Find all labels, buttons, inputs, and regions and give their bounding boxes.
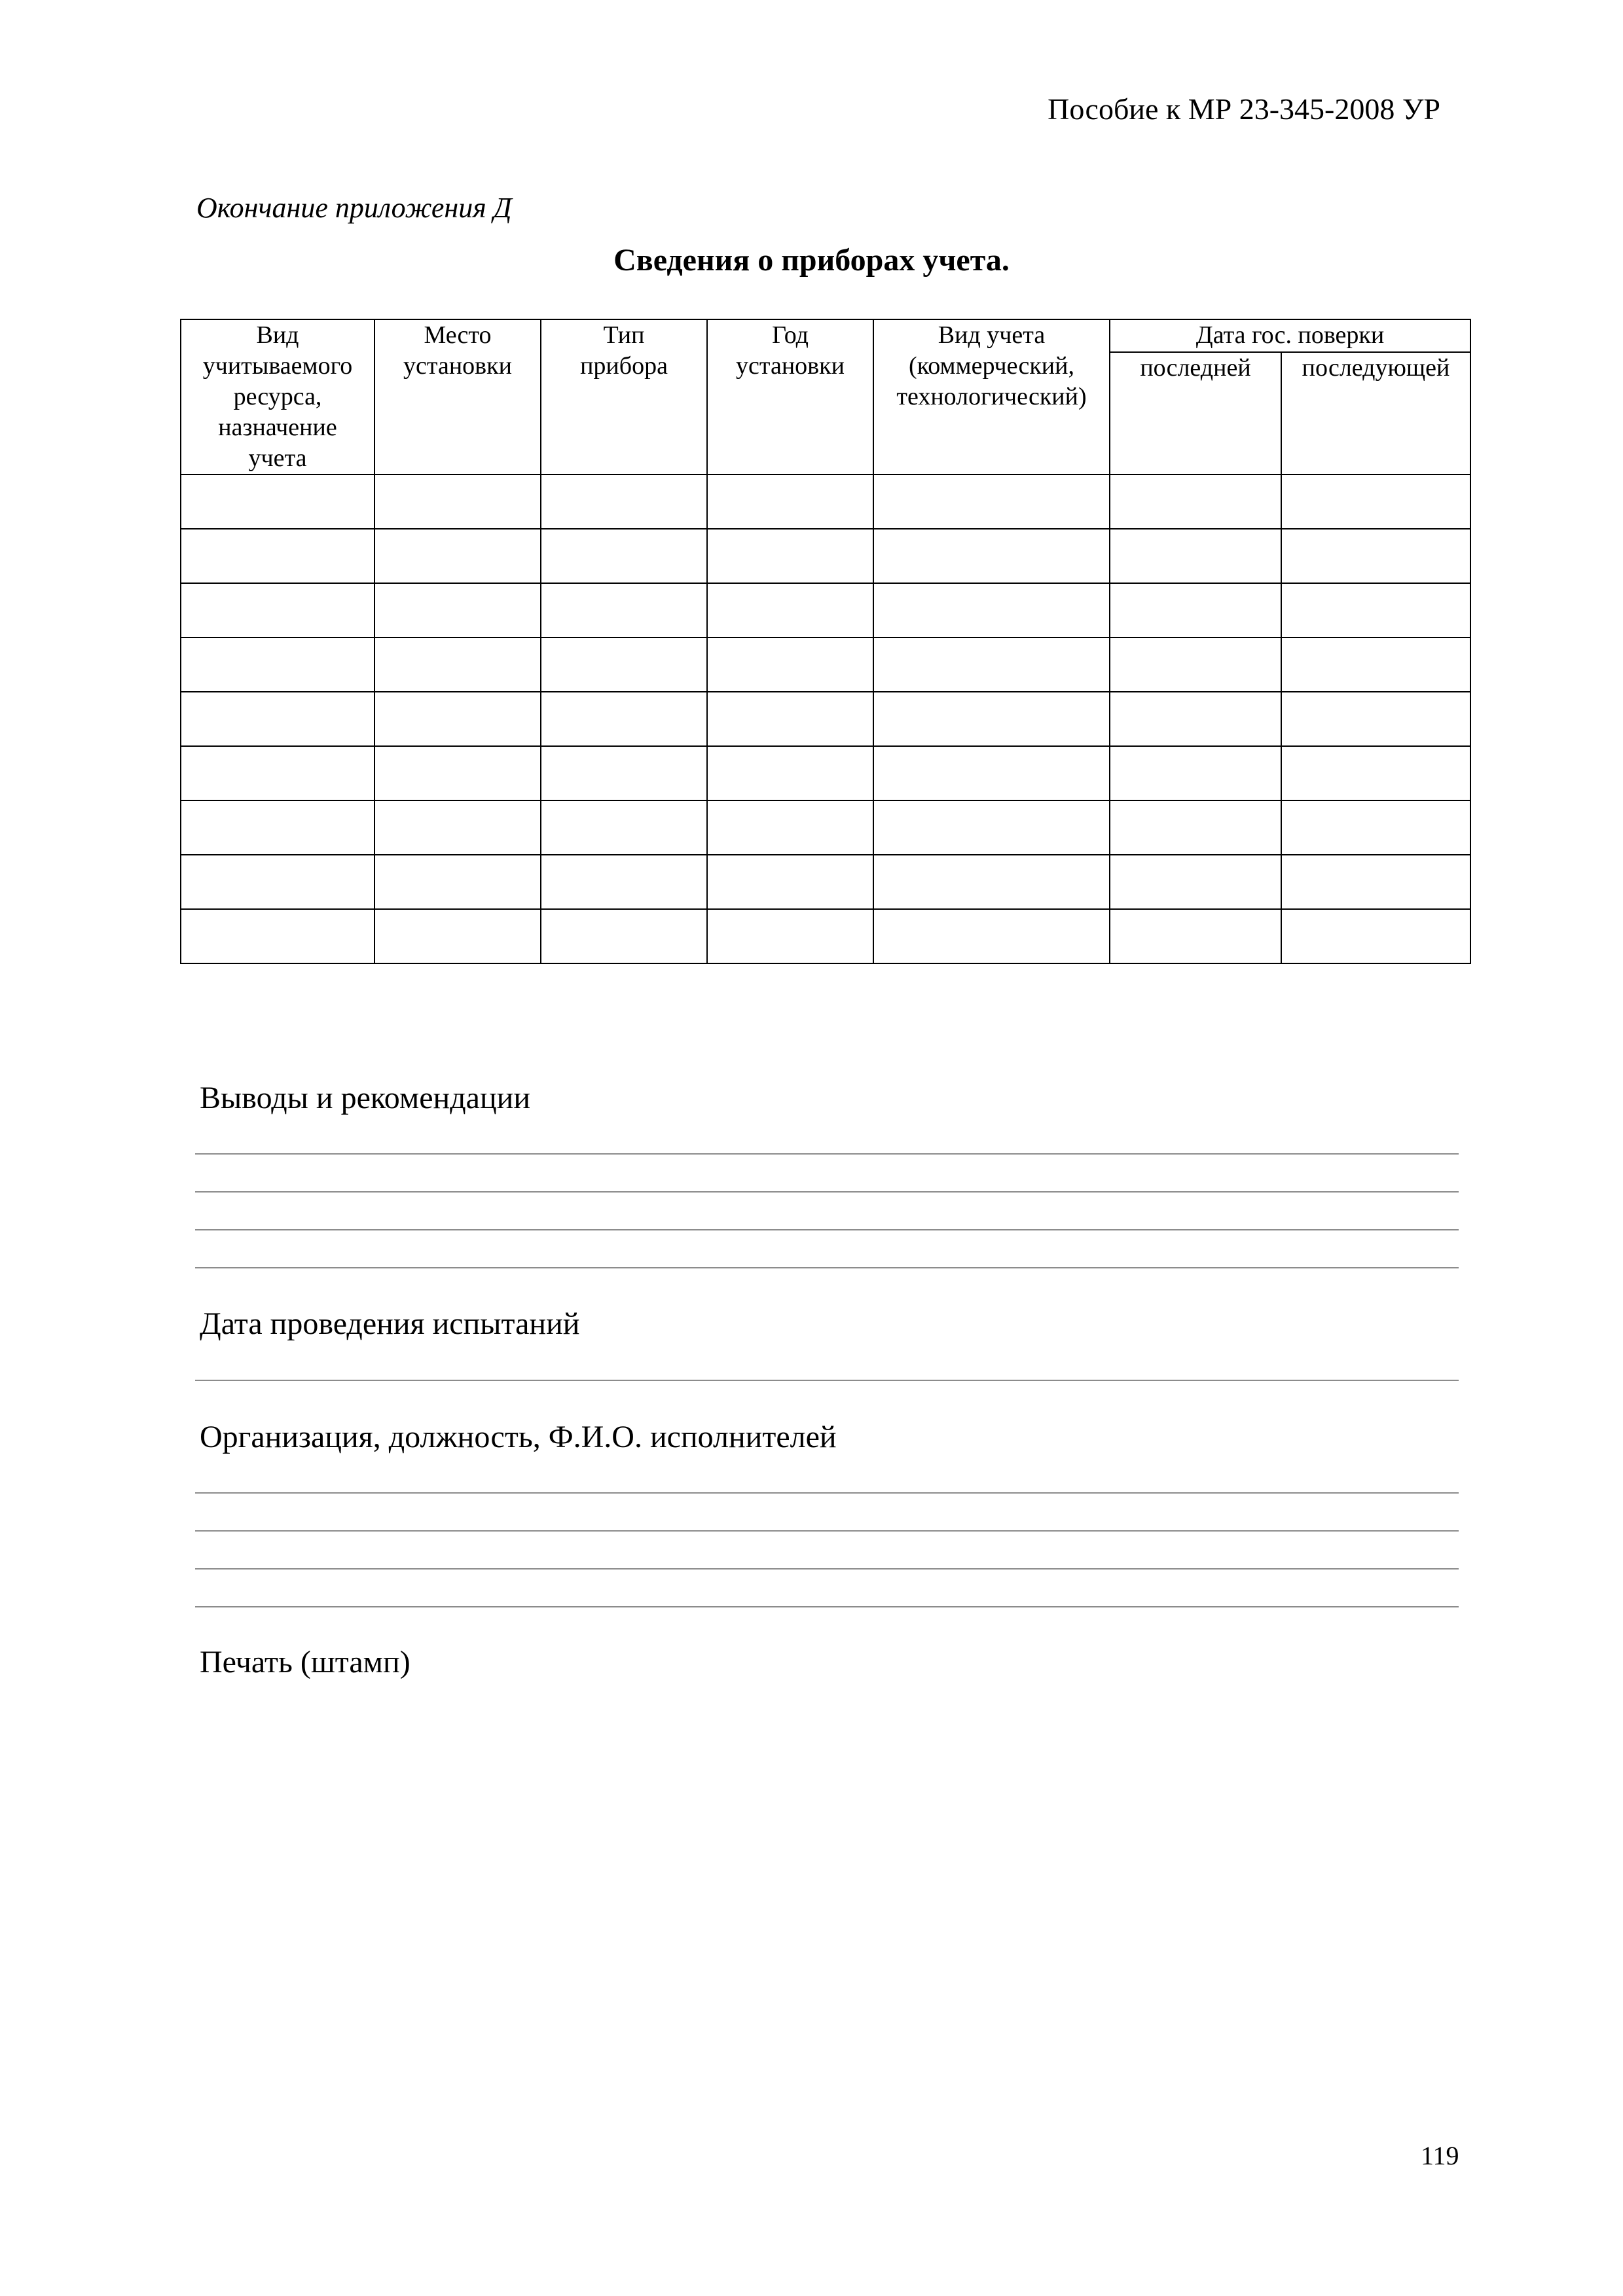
table-cell-metering-kind[interactable] (873, 909, 1110, 963)
table-cell-location[interactable] (374, 909, 541, 963)
table-cell-verification-next[interactable] (1281, 583, 1470, 637)
table-cell-resource[interactable] (181, 855, 374, 909)
col-header-verification-next: последующей (1281, 352, 1470, 475)
col-header-install-year: Год установки (707, 319, 873, 475)
table-cell-device-type[interactable] (541, 529, 707, 583)
table-row (181, 529, 1470, 583)
table-cell-verification-last[interactable] (1110, 637, 1281, 692)
executors-line[interactable] (195, 1530, 1459, 1532)
table-cell-resource[interactable] (181, 475, 374, 529)
stamp-label: Печать (штамп) (200, 1645, 410, 1679)
conclusions-line[interactable] (195, 1229, 1459, 1230)
table-cell-verification-last[interactable] (1110, 909, 1281, 963)
executors-line[interactable] (195, 1492, 1459, 1494)
table-cell-location[interactable] (374, 475, 541, 529)
col-header-device-type: Тип прибора (541, 319, 707, 475)
table-cell-device-type[interactable] (541, 855, 707, 909)
appendix-note: Окончание приложения Д (196, 192, 512, 224)
table-body (181, 475, 1470, 963)
conclusions-line[interactable] (195, 1153, 1459, 1155)
table-cell-location[interactable] (374, 692, 541, 746)
table-cell-device-type[interactable] (541, 475, 707, 529)
table-cell-verification-last[interactable] (1110, 475, 1281, 529)
header-reference: Пособие к МР 23-345-2008 УР (1048, 92, 1440, 126)
table-row (181, 800, 1470, 855)
conclusions-line[interactable] (195, 1191, 1459, 1193)
table-row (181, 475, 1470, 529)
table-cell-verification-next[interactable] (1281, 746, 1470, 800)
table-cell-location[interactable] (374, 583, 541, 637)
table-cell-verification-next[interactable] (1281, 475, 1470, 529)
table-cell-device-type[interactable] (541, 909, 707, 963)
table-cell-resource[interactable] (181, 637, 374, 692)
table-cell-verification-last[interactable] (1110, 529, 1281, 583)
test-date-label: Дата проведения испытаний (200, 1306, 580, 1341)
table-cell-install-year[interactable] (707, 855, 873, 909)
test-date-line[interactable] (195, 1380, 1459, 1381)
table-cell-resource[interactable] (181, 529, 374, 583)
table-cell-verification-last[interactable] (1110, 692, 1281, 746)
table-cell-install-year[interactable] (707, 529, 873, 583)
executors-line[interactable] (195, 1568, 1459, 1570)
table-cell-verification-last[interactable] (1110, 800, 1281, 855)
table-cell-verification-last[interactable] (1110, 855, 1281, 909)
table-cell-metering-kind[interactable] (873, 692, 1110, 746)
table-cell-resource[interactable] (181, 746, 374, 800)
executors-line[interactable] (195, 1606, 1459, 1607)
conclusions-line[interactable] (195, 1267, 1459, 1268)
table-cell-metering-kind[interactable] (873, 855, 1110, 909)
executors-label: Организация, должность, Ф.И.О. исполнителей (200, 1420, 837, 1454)
table-cell-location[interactable] (374, 637, 541, 692)
table-cell-install-year[interactable] (707, 746, 873, 800)
table-cell-location[interactable] (374, 746, 541, 800)
table-cell-device-type[interactable] (541, 637, 707, 692)
meters-table (180, 319, 1471, 964)
table-cell-verification-next[interactable] (1281, 692, 1470, 746)
table-cell-location[interactable] (374, 529, 541, 583)
col-header-location: Место установки (374, 319, 541, 475)
table-cell-metering-kind[interactable] (873, 583, 1110, 637)
table-cell-metering-kind[interactable] (873, 637, 1110, 692)
col-header-resource: Вид учитываемого ресурса, назначение учета (181, 319, 374, 475)
table-row (181, 583, 1470, 637)
page-number: 119 (1421, 2141, 1459, 2170)
table-cell-metering-kind[interactable] (873, 800, 1110, 855)
table-cell-verification-next[interactable] (1281, 637, 1470, 692)
table-cell-device-type[interactable] (541, 746, 707, 800)
table-title: Сведения о приборах учета. (613, 243, 1010, 278)
table-cell-device-type[interactable] (541, 800, 707, 855)
table-cell-location[interactable] (374, 800, 541, 855)
table-cell-verification-next[interactable] (1281, 855, 1470, 909)
table-row (181, 692, 1470, 746)
table-row (181, 746, 1470, 800)
table-row (181, 637, 1470, 692)
table-cell-install-year[interactable] (707, 637, 873, 692)
table-cell-install-year[interactable] (707, 692, 873, 746)
table-cell-device-type[interactable] (541, 583, 707, 637)
table-cell-resource[interactable] (181, 800, 374, 855)
table-cell-metering-kind[interactable] (873, 746, 1110, 800)
table-cell-install-year[interactable] (707, 475, 873, 529)
table-cell-verification-next[interactable] (1281, 909, 1470, 963)
table-cell-metering-kind[interactable] (873, 529, 1110, 583)
table-row (181, 909, 1470, 963)
table-cell-device-type[interactable] (541, 692, 707, 746)
table-cell-verification-last[interactable] (1110, 746, 1281, 800)
col-header-metering-kind: Вид учета (коммерческий, технологический) (873, 319, 1110, 475)
conclusions-label: Выводы и рекомендации (200, 1081, 531, 1115)
col-header-verification-last: последней (1110, 352, 1281, 475)
table-cell-verification-next[interactable] (1281, 800, 1470, 855)
table-cell-install-year[interactable] (707, 800, 873, 855)
table-row (181, 855, 1470, 909)
table-cell-location[interactable] (374, 855, 541, 909)
table-cell-resource[interactable] (181, 692, 374, 746)
table-cell-verification-next[interactable] (1281, 529, 1470, 583)
table-cell-install-year[interactable] (707, 583, 873, 637)
table-cell-metering-kind[interactable] (873, 475, 1110, 529)
table-cell-resource[interactable] (181, 583, 374, 637)
table-cell-resource[interactable] (181, 909, 374, 963)
table-cell-install-year[interactable] (707, 909, 873, 963)
col-header-verification-date: Дата гос. поверки (1110, 319, 1470, 352)
table-cell-verification-last[interactable] (1110, 583, 1281, 637)
